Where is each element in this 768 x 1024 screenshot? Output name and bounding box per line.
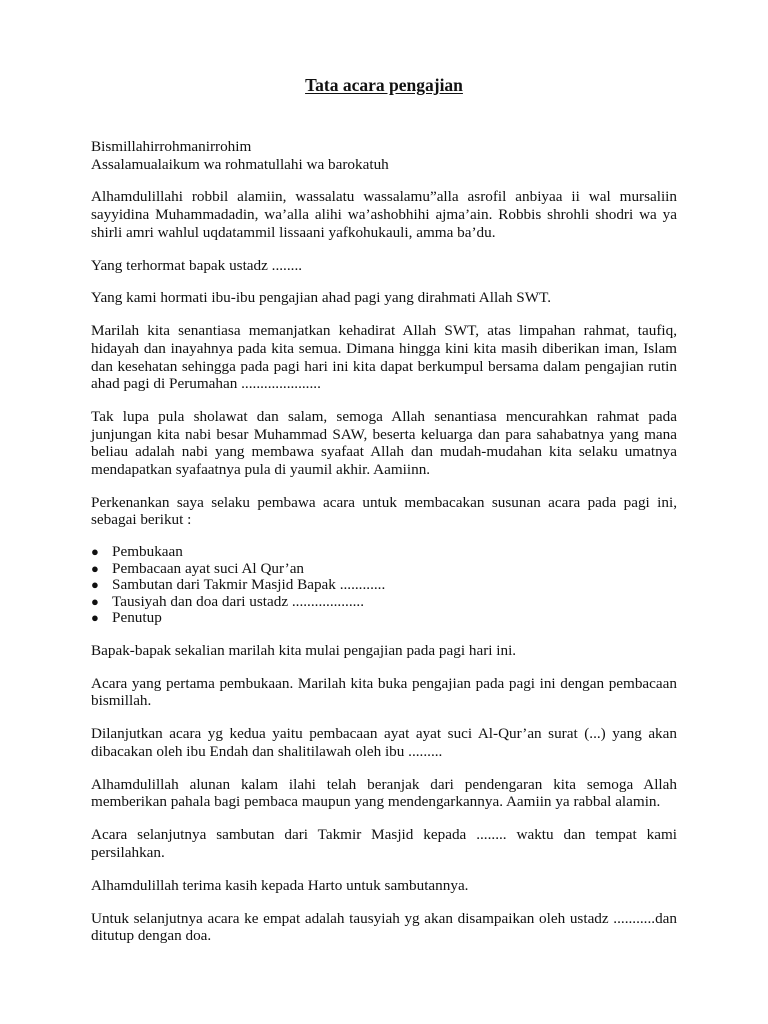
paragraph-recitation-closing: Alhamdulillah alunan kalam ilahi telah beranjak dari pendengaran kita semoga Allah memberikan pahala bagi pembaca maupun yang mendengarkannya. Aamiin ya rabbal alamin. (91, 775, 677, 811)
paragraph-quran-recitation: Dilanjutkan acara yg kedua yaitu pembacaan ayat ayat suci Al-Qur’an surat (...) yang akan dibacakan oleh ibu Endah dan shalitilawah oleh ibu ......... (91, 725, 677, 760)
bullet-icon: ● (91, 593, 99, 609)
paragraph-opening-session: Acara yang pertama pembukaan. Marilah kita buka pengajian pada pagi ini dengan pembacaan bismillah. (91, 674, 677, 710)
agenda-item-label: Sambutan dari Takmir Masjid Bapak ............ (112, 576, 386, 594)
paragraph-thanks: Alhamdulillah terima kasih kepada Harto untuk sambutannya. (91, 876, 469, 894)
bullet-icon: ● (91, 577, 99, 593)
agenda-item-label: Penutup (112, 609, 162, 627)
opening-greeting (91, 138, 677, 173)
greeting-salam: Assalamualaikum wa rohmatullahi wa barokatuh (91, 155, 389, 173)
paragraph-gratitude: Marilah kita senantiasa memanjatkan kehadirat Allah SWT, atas limpahan rahmat, taufiq, hidayah dan inayahnya pada kita semua. Dimana hingga kini kita masih diberikan iman, Islam dan kesehatan sehingga pada pagi hari ini kita dapat berkumpul bersama dalam pengajian rutin ahad pagi di Perumahan ..................... (91, 322, 677, 393)
bullet-icon: ● (91, 560, 99, 576)
paragraph-greeting-ustadz: Yang terhormat bapak ustadz ........ (91, 256, 303, 274)
paragraph-tausyiah: Untuk selanjutnya acara ke empat adalah tausyiah yg akan disampaikan oleh ustadz ...........dan ditutup dengan doa. (91, 909, 677, 945)
bullet-icon: ● (91, 610, 99, 626)
paragraph-takmir-speech: Acara selanjutnya sambutan dari Takmir Masjid kepada ........ waktu dan tempat kami persilahkan. (91, 826, 677, 861)
list-item (91, 610, 677, 627)
list-item (91, 561, 677, 578)
paragraph-greeting-audience: Yang kami hormati ibu-ibu pengajian ahad pagi yang dirahmati Allah SWT. (91, 289, 552, 307)
greeting-basmalah: Bismillahirrohmanirrohim (91, 138, 252, 155)
list-item (91, 544, 677, 561)
document-title: Tata acara pengajian (305, 75, 463, 95)
agenda-item-label: Tausiyah dan doa dari ustadz ................... (112, 592, 365, 610)
agenda-list (91, 544, 677, 627)
paragraph-sholawat: Tak lupa pula sholawat dan salam, semoga Allah senantiasa mencurahkan rahmat pada junjungan kita nabi besar Muhammad SAW, beserta keluarga dan para sahabatnya yang mana beliau adalah nabi yang membawa syafaat Allah dan mudah-mudahan kita selaku umatnya mendapatkan syafaatnya pula di yaumil akhir. Aamiinn. (91, 408, 677, 478)
bullet-icon: ● (91, 544, 99, 560)
list-item (91, 594, 677, 611)
agenda-item-label: Pembacaan ayat suci Al Qur’an (112, 559, 305, 577)
paragraph-agenda-intro: Perkenankan saya selaku pembawa acara untuk membacakan susunan acara pada pagi ini, sebagai berikut : (91, 493, 677, 529)
agenda-item-label: Pembukaan (112, 543, 183, 561)
paragraph-opening-praise: Alhamdulillahi robbil alamiin, wassalatu wassalamu”alla asrofil anbiyaa ii wal mursaliin sayyidina Muhammadadin, wa’alla alihi wa’ashobhihi ajma’ain. Robbis shrohli shodri wa ya shirli amri wahlul uqdatammil lissaani yafkohukauli, amma ba’du. (91, 188, 677, 241)
document-body (91, 74, 677, 960)
list-item (91, 577, 677, 594)
paragraph-start-event: Bapak-bapak sekalian marilah kita mulai pengajian pada pagi hari ini. (91, 641, 517, 659)
